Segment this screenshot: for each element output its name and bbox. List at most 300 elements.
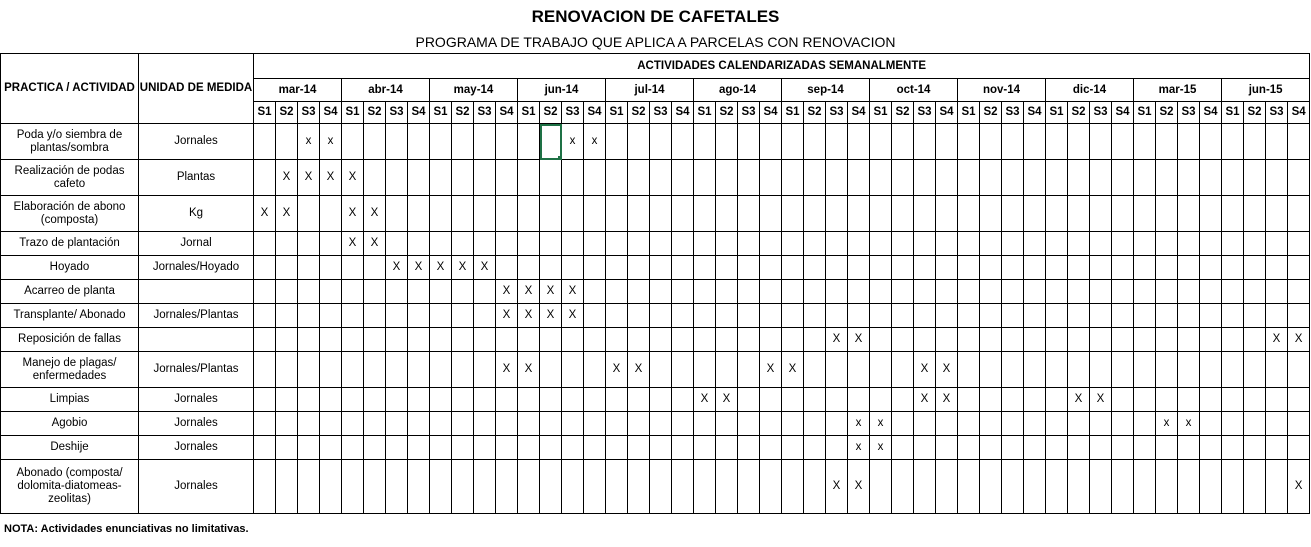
- schedule-cell[interactable]: [1046, 124, 1068, 160]
- schedule-cell[interactable]: [1156, 232, 1178, 256]
- schedule-mark-cell[interactable]: X: [496, 304, 518, 328]
- week-header[interactable]: S3: [1090, 102, 1112, 124]
- schedule-cell[interactable]: [1156, 280, 1178, 304]
- unit-cell[interactable]: Jornales: [139, 124, 254, 160]
- schedule-cell[interactable]: [870, 388, 892, 412]
- schedule-cell[interactable]: [848, 388, 870, 412]
- schedule-cell[interactable]: [1222, 328, 1244, 352]
- schedule-cell[interactable]: [386, 412, 408, 436]
- schedule-cell[interactable]: [1134, 232, 1156, 256]
- schedule-cell[interactable]: [1200, 280, 1222, 304]
- schedule-cell[interactable]: [342, 460, 364, 514]
- schedule-cell[interactable]: [254, 436, 276, 460]
- schedule-cell[interactable]: [1288, 160, 1310, 196]
- schedule-cell[interactable]: [870, 280, 892, 304]
- schedule-mark-cell[interactable]: X: [716, 388, 738, 412]
- activity-cell[interactable]: Elaboración de abono (composta): [1, 196, 139, 232]
- schedule-cell[interactable]: [1178, 460, 1200, 514]
- schedule-cell[interactable]: [1068, 256, 1090, 280]
- activity-cell[interactable]: Transplante/ Abonado: [1, 304, 139, 328]
- schedule-cell[interactable]: [738, 256, 760, 280]
- schedule-cell[interactable]: [914, 196, 936, 232]
- schedule-cell[interactable]: [870, 124, 892, 160]
- activity-cell[interactable]: Deshije: [1, 436, 139, 460]
- schedule-cell[interactable]: [1222, 352, 1244, 388]
- schedule-cell[interactable]: [474, 352, 496, 388]
- schedule-cell[interactable]: [650, 280, 672, 304]
- unit-cell[interactable]: Jornal: [139, 232, 254, 256]
- schedule-cell[interactable]: [430, 436, 452, 460]
- schedule-cell[interactable]: [1222, 460, 1244, 514]
- schedule-cell[interactable]: [1002, 436, 1024, 460]
- schedule-cell[interactable]: [1266, 280, 1288, 304]
- schedule-mark-cell[interactable]: X: [826, 460, 848, 514]
- schedule-cell[interactable]: [1156, 328, 1178, 352]
- schedule-cell[interactable]: [804, 352, 826, 388]
- schedule-cell[interactable]: [804, 388, 826, 412]
- schedule-cell[interactable]: [980, 196, 1002, 232]
- schedule-cell[interactable]: [386, 304, 408, 328]
- schedule-cell[interactable]: [298, 232, 320, 256]
- schedule-cell[interactable]: [826, 436, 848, 460]
- schedule-cell[interactable]: [1002, 460, 1024, 514]
- schedule-cell[interactable]: [254, 232, 276, 256]
- schedule-cell[interactable]: [738, 232, 760, 256]
- schedule-cell[interactable]: [320, 196, 342, 232]
- schedule-cell[interactable]: [1156, 304, 1178, 328]
- schedule-cell[interactable]: [276, 388, 298, 412]
- schedule-cell[interactable]: [892, 352, 914, 388]
- schedule-cell[interactable]: [1112, 124, 1134, 160]
- schedule-cell[interactable]: [782, 460, 804, 514]
- activity-cell[interactable]: Hoyado: [1, 256, 139, 280]
- schedule-mark-cell[interactable]: x: [870, 436, 892, 460]
- schedule-mark-cell[interactable]: x: [848, 436, 870, 460]
- schedule-cell[interactable]: [804, 436, 826, 460]
- unit-cell[interactable]: Jornales/Plantas: [139, 304, 254, 328]
- schedule-cell[interactable]: [518, 388, 540, 412]
- week-header[interactable]: S4: [936, 102, 958, 124]
- schedule-cell[interactable]: [826, 256, 848, 280]
- unit-cell[interactable]: [139, 280, 254, 304]
- schedule-mark-cell[interactable]: X: [914, 352, 936, 388]
- schedule-cell[interactable]: [1024, 328, 1046, 352]
- schedule-cell[interactable]: [584, 352, 606, 388]
- schedule-cell[interactable]: [386, 196, 408, 232]
- schedule-mark-cell[interactable]: X: [760, 352, 782, 388]
- schedule-cell[interactable]: [364, 124, 386, 160]
- schedule-cell[interactable]: [716, 436, 738, 460]
- week-header[interactable]: S4: [1024, 102, 1046, 124]
- schedule-cell[interactable]: [342, 124, 364, 160]
- schedule-cell[interactable]: [1112, 328, 1134, 352]
- schedule-cell[interactable]: [430, 160, 452, 196]
- schedule-cell[interactable]: [694, 412, 716, 436]
- schedule-cell[interactable]: [496, 328, 518, 352]
- schedule-cell[interactable]: [1002, 280, 1024, 304]
- schedule-cell[interactable]: [364, 256, 386, 280]
- week-header[interactable]: S4: [1288, 102, 1310, 124]
- schedule-cell[interactable]: [628, 196, 650, 232]
- schedule-cell[interactable]: [826, 124, 848, 160]
- schedule-cell[interactable]: [1200, 328, 1222, 352]
- month-header[interactable]: mar-14: [254, 79, 342, 102]
- schedule-cell[interactable]: [584, 256, 606, 280]
- schedule-cell[interactable]: [1156, 160, 1178, 196]
- schedule-cell[interactable]: [298, 436, 320, 460]
- schedule-cell[interactable]: [1156, 124, 1178, 160]
- schedule-cell[interactable]: [672, 196, 694, 232]
- schedule-cell[interactable]: [254, 160, 276, 196]
- schedule-cell[interactable]: [1178, 196, 1200, 232]
- schedule-cell[interactable]: [1046, 436, 1068, 460]
- schedule-cell[interactable]: [1244, 196, 1266, 232]
- schedule-cell[interactable]: [254, 412, 276, 436]
- unit-cell[interactable]: Jornales/Hoyado: [139, 256, 254, 280]
- schedule-cell[interactable]: [1112, 352, 1134, 388]
- schedule-cell[interactable]: [628, 328, 650, 352]
- schedule-cell[interactable]: [1222, 388, 1244, 412]
- schedule-cell[interactable]: [474, 460, 496, 514]
- schedule-cell[interactable]: [320, 256, 342, 280]
- schedule-cell[interactable]: [848, 352, 870, 388]
- schedule-cell[interactable]: [342, 280, 364, 304]
- schedule-cell[interactable]: [562, 460, 584, 514]
- schedule-cell[interactable]: [1156, 460, 1178, 514]
- schedule-cell[interactable]: [408, 388, 430, 412]
- schedule-cell[interactable]: [254, 388, 276, 412]
- schedule-cell[interactable]: [1200, 256, 1222, 280]
- schedule-cell[interactable]: [672, 256, 694, 280]
- schedule-cell[interactable]: [430, 304, 452, 328]
- schedule-cell[interactable]: [760, 460, 782, 514]
- schedule-cell[interactable]: [1002, 304, 1024, 328]
- schedule-cell[interactable]: [452, 304, 474, 328]
- activity-cell[interactable]: Agobio: [1, 412, 139, 436]
- schedule-cell[interactable]: [1222, 256, 1244, 280]
- schedule-cell[interactable]: [1178, 124, 1200, 160]
- schedule-cell[interactable]: [408, 160, 430, 196]
- schedule-cell[interactable]: [298, 304, 320, 328]
- schedule-cell[interactable]: [474, 196, 496, 232]
- schedule-cell[interactable]: [1112, 256, 1134, 280]
- schedule-mark-cell[interactable]: X: [1090, 388, 1112, 412]
- schedule-cell[interactable]: [804, 304, 826, 328]
- week-header[interactable]: S1: [1134, 102, 1156, 124]
- week-header[interactable]: S4: [848, 102, 870, 124]
- schedule-mark-cell[interactable]: X: [606, 352, 628, 388]
- schedule-cell[interactable]: [1200, 436, 1222, 460]
- schedule-cell[interactable]: [804, 412, 826, 436]
- schedule-cell[interactable]: [584, 388, 606, 412]
- week-header[interactable]: S1: [1046, 102, 1068, 124]
- schedule-cell[interactable]: [694, 460, 716, 514]
- schedule-mark-cell[interactable]: X: [364, 196, 386, 232]
- schedule-cell[interactable]: [1266, 304, 1288, 328]
- schedule-cell[interactable]: [342, 304, 364, 328]
- schedule-mark-cell[interactable]: X: [518, 280, 540, 304]
- schedule-cell[interactable]: [1090, 352, 1112, 388]
- schedule-cell[interactable]: [848, 304, 870, 328]
- schedule-cell[interactable]: [584, 460, 606, 514]
- schedule-cell[interactable]: [1200, 196, 1222, 232]
- schedule-cell[interactable]: [518, 436, 540, 460]
- schedule-cell[interactable]: [298, 352, 320, 388]
- schedule-cell[interactable]: [1046, 280, 1068, 304]
- schedule-cell[interactable]: [342, 328, 364, 352]
- schedule-cell[interactable]: [298, 388, 320, 412]
- week-header[interactable]: S2: [804, 102, 826, 124]
- week-header[interactable]: S3: [386, 102, 408, 124]
- schedule-cell[interactable]: [1002, 352, 1024, 388]
- schedule-cell[interactable]: [1046, 388, 1068, 412]
- schedule-cell[interactable]: [1112, 412, 1134, 436]
- schedule-cell[interactable]: [892, 328, 914, 352]
- schedule-cell[interactable]: [738, 124, 760, 160]
- schedule-cell[interactable]: [1222, 196, 1244, 232]
- schedule-cell[interactable]: [474, 412, 496, 436]
- schedule-cell[interactable]: [1200, 304, 1222, 328]
- schedule-cell[interactable]: [474, 232, 496, 256]
- schedule-cell[interactable]: [1244, 160, 1266, 196]
- week-header[interactable]: S2: [452, 102, 474, 124]
- schedule-cell[interactable]: [254, 352, 276, 388]
- week-header[interactable]: S2: [276, 102, 298, 124]
- schedule-cell[interactable]: [694, 280, 716, 304]
- schedule-cell[interactable]: [1134, 460, 1156, 514]
- unit-cell[interactable]: Jornales: [139, 388, 254, 412]
- schedule-cell[interactable]: [584, 280, 606, 304]
- schedule-cell[interactable]: [870, 328, 892, 352]
- schedule-cell[interactable]: [1068, 304, 1090, 328]
- schedule-cell[interactable]: [298, 196, 320, 232]
- schedule-cell[interactable]: [1134, 196, 1156, 232]
- schedule-cell[interactable]: [1024, 460, 1046, 514]
- schedule-cell[interactable]: [474, 160, 496, 196]
- schedule-cell[interactable]: [760, 124, 782, 160]
- schedule-cell[interactable]: [1288, 412, 1310, 436]
- schedule-cell[interactable]: [540, 160, 562, 196]
- month-header[interactable]: nov-14: [958, 79, 1046, 102]
- schedule-cell[interactable]: [936, 304, 958, 328]
- schedule-cell[interactable]: [342, 388, 364, 412]
- schedule-cell[interactable]: [958, 412, 980, 436]
- schedule-cell[interactable]: [628, 232, 650, 256]
- schedule-cell[interactable]: [1046, 304, 1068, 328]
- schedule-cell[interactable]: [540, 196, 562, 232]
- schedule-cell[interactable]: [1178, 232, 1200, 256]
- schedule-cell[interactable]: [1068, 412, 1090, 436]
- schedule-cell[interactable]: [1178, 304, 1200, 328]
- schedule-cell[interactable]: [1068, 460, 1090, 514]
- schedule-cell[interactable]: [892, 412, 914, 436]
- schedule-cell[interactable]: [496, 388, 518, 412]
- schedule-cell[interactable]: [1244, 412, 1266, 436]
- schedule-cell[interactable]: [936, 412, 958, 436]
- schedule-cell[interactable]: [364, 436, 386, 460]
- schedule-cell[interactable]: [936, 460, 958, 514]
- schedule-cell[interactable]: [892, 256, 914, 280]
- schedule-cell[interactable]: [826, 196, 848, 232]
- schedule-mark-cell[interactable]: x: [562, 124, 584, 160]
- schedule-cell[interactable]: [848, 280, 870, 304]
- unit-cell[interactable]: Kg: [139, 196, 254, 232]
- schedule-cell[interactable]: [430, 280, 452, 304]
- week-header[interactable]: S2: [1156, 102, 1178, 124]
- schedule-cell[interactable]: [518, 124, 540, 160]
- schedule-cell[interactable]: [848, 256, 870, 280]
- schedule-cell[interactable]: [694, 256, 716, 280]
- schedule-cell[interactable]: [518, 412, 540, 436]
- schedule-cell[interactable]: [606, 460, 628, 514]
- schedule-cell[interactable]: [496, 412, 518, 436]
- schedule-cell[interactable]: [298, 280, 320, 304]
- schedule-cell[interactable]: [1002, 124, 1024, 160]
- schedule-cell[interactable]: [1134, 280, 1156, 304]
- schedule-mark-cell[interactable]: x: [1178, 412, 1200, 436]
- month-header[interactable]: ago-14: [694, 79, 782, 102]
- schedule-cell[interactable]: [1266, 388, 1288, 412]
- schedule-cell[interactable]: [1134, 304, 1156, 328]
- schedule-cell[interactable]: [364, 304, 386, 328]
- schedule-cell[interactable]: [716, 280, 738, 304]
- unit-cell[interactable]: Jornales: [139, 460, 254, 514]
- unit-cell[interactable]: [139, 328, 254, 352]
- schedule-mark-cell[interactable]: x: [848, 412, 870, 436]
- schedule-cell[interactable]: [1244, 280, 1266, 304]
- schedule-cell[interactable]: [1244, 460, 1266, 514]
- schedule-cell[interactable]: [1024, 412, 1046, 436]
- schedule-cell[interactable]: [958, 304, 980, 328]
- schedule-cell[interactable]: [1244, 436, 1266, 460]
- schedule-cell[interactable]: [958, 436, 980, 460]
- schedule-cell[interactable]: [496, 436, 518, 460]
- schedule-cell[interactable]: [958, 160, 980, 196]
- schedule-cell[interactable]: [980, 232, 1002, 256]
- schedule-cell[interactable]: [1024, 304, 1046, 328]
- schedule-cell[interactable]: [1134, 124, 1156, 160]
- schedule-cell[interactable]: [386, 280, 408, 304]
- unit-cell[interactable]: Jornales: [139, 436, 254, 460]
- schedule-mark-cell[interactable]: X: [540, 304, 562, 328]
- schedule-cell[interactable]: [540, 352, 562, 388]
- schedule-cell[interactable]: [1112, 436, 1134, 460]
- week-header[interactable]: S1: [958, 102, 980, 124]
- week-header[interactable]: S4: [1112, 102, 1134, 124]
- schedule-cell[interactable]: [606, 280, 628, 304]
- schedule-cell[interactable]: [518, 232, 540, 256]
- schedule-cell[interactable]: [276, 412, 298, 436]
- schedule-cell[interactable]: [804, 124, 826, 160]
- schedule-cell[interactable]: [628, 460, 650, 514]
- schedule-cell[interactable]: [1112, 196, 1134, 232]
- schedule-cell[interactable]: [1024, 436, 1046, 460]
- schedule-cell[interactable]: [408, 304, 430, 328]
- week-header[interactable]: S3: [562, 102, 584, 124]
- schedule-mark-cell[interactable]: X: [936, 388, 958, 412]
- week-header[interactable]: S1: [430, 102, 452, 124]
- schedule-cell[interactable]: [452, 232, 474, 256]
- schedule-cell[interactable]: [496, 256, 518, 280]
- schedule-cell[interactable]: [408, 352, 430, 388]
- schedule-mark-cell[interactable]: X: [694, 388, 716, 412]
- week-header[interactable]: S3: [738, 102, 760, 124]
- schedule-cell[interactable]: [320, 352, 342, 388]
- schedule-cell[interactable]: [650, 124, 672, 160]
- schedule-mark-cell[interactable]: X: [254, 196, 276, 232]
- week-header[interactable]: S3: [914, 102, 936, 124]
- schedule-mark-cell[interactable]: X: [562, 304, 584, 328]
- schedule-cell[interactable]: [540, 412, 562, 436]
- schedule-cell[interactable]: [760, 436, 782, 460]
- schedule-mark-cell[interactable]: X: [320, 160, 342, 196]
- schedule-cell[interactable]: [1244, 328, 1266, 352]
- schedule-cell[interactable]: [914, 256, 936, 280]
- schedule-cell[interactable]: [452, 280, 474, 304]
- week-header[interactable]: S1: [782, 102, 804, 124]
- schedule-mark-cell[interactable]: X: [782, 352, 804, 388]
- schedule-cell[interactable]: [892, 388, 914, 412]
- schedule-cell[interactable]: [1178, 328, 1200, 352]
- schedule-mark-cell[interactable]: X: [628, 352, 650, 388]
- schedule-cell[interactable]: [628, 256, 650, 280]
- activity-cell[interactable]: Realización de podas cafeto: [1, 160, 139, 196]
- schedule-cell[interactable]: [980, 328, 1002, 352]
- schedule-cell[interactable]: [716, 328, 738, 352]
- schedule-cell[interactable]: [276, 304, 298, 328]
- schedule-cell[interactable]: [1134, 388, 1156, 412]
- schedule-cell[interactable]: [760, 388, 782, 412]
- schedule-cell[interactable]: [562, 352, 584, 388]
- schedule-cell[interactable]: [738, 352, 760, 388]
- schedule-cell[interactable]: [1222, 412, 1244, 436]
- schedule-mark-cell[interactable]: X: [562, 280, 584, 304]
- schedule-cell[interactable]: [1200, 388, 1222, 412]
- month-header[interactable]: may-14: [430, 79, 518, 102]
- schedule-cell[interactable]: [804, 280, 826, 304]
- schedule-cell[interactable]: [980, 460, 1002, 514]
- schedule-cell[interactable]: [342, 436, 364, 460]
- schedule-cell[interactable]: [1288, 124, 1310, 160]
- schedule-cell[interactable]: [1222, 304, 1244, 328]
- schedule-cell[interactable]: [1090, 460, 1112, 514]
- schedule-cell[interactable]: [672, 352, 694, 388]
- schedule-cell[interactable]: [562, 388, 584, 412]
- schedule-cell[interactable]: [804, 196, 826, 232]
- schedule-cell[interactable]: [540, 460, 562, 514]
- schedule-cell[interactable]: [320, 280, 342, 304]
- schedule-cell[interactable]: [276, 124, 298, 160]
- schedule-cell[interactable]: [452, 352, 474, 388]
- schedule-cell[interactable]: [738, 388, 760, 412]
- schedule-cell[interactable]: [408, 196, 430, 232]
- schedule-cell[interactable]: [496, 124, 518, 160]
- schedule-cell[interactable]: [1222, 280, 1244, 304]
- week-header[interactable]: S3: [826, 102, 848, 124]
- schedule-cell[interactable]: [298, 460, 320, 514]
- schedule-mark-cell[interactable]: X: [848, 328, 870, 352]
- schedule-mark-cell[interactable]: X: [518, 352, 540, 388]
- schedule-cell[interactable]: [540, 436, 562, 460]
- schedule-cell[interactable]: [1112, 232, 1134, 256]
- schedule-cell[interactable]: [1266, 232, 1288, 256]
- week-header[interactable]: S4: [1200, 102, 1222, 124]
- schedule-cell[interactable]: [584, 412, 606, 436]
- schedule-cell[interactable]: [936, 124, 958, 160]
- schedule-cell[interactable]: [1024, 280, 1046, 304]
- schedule-cell[interactable]: [1156, 388, 1178, 412]
- schedule-cell[interactable]: [958, 280, 980, 304]
